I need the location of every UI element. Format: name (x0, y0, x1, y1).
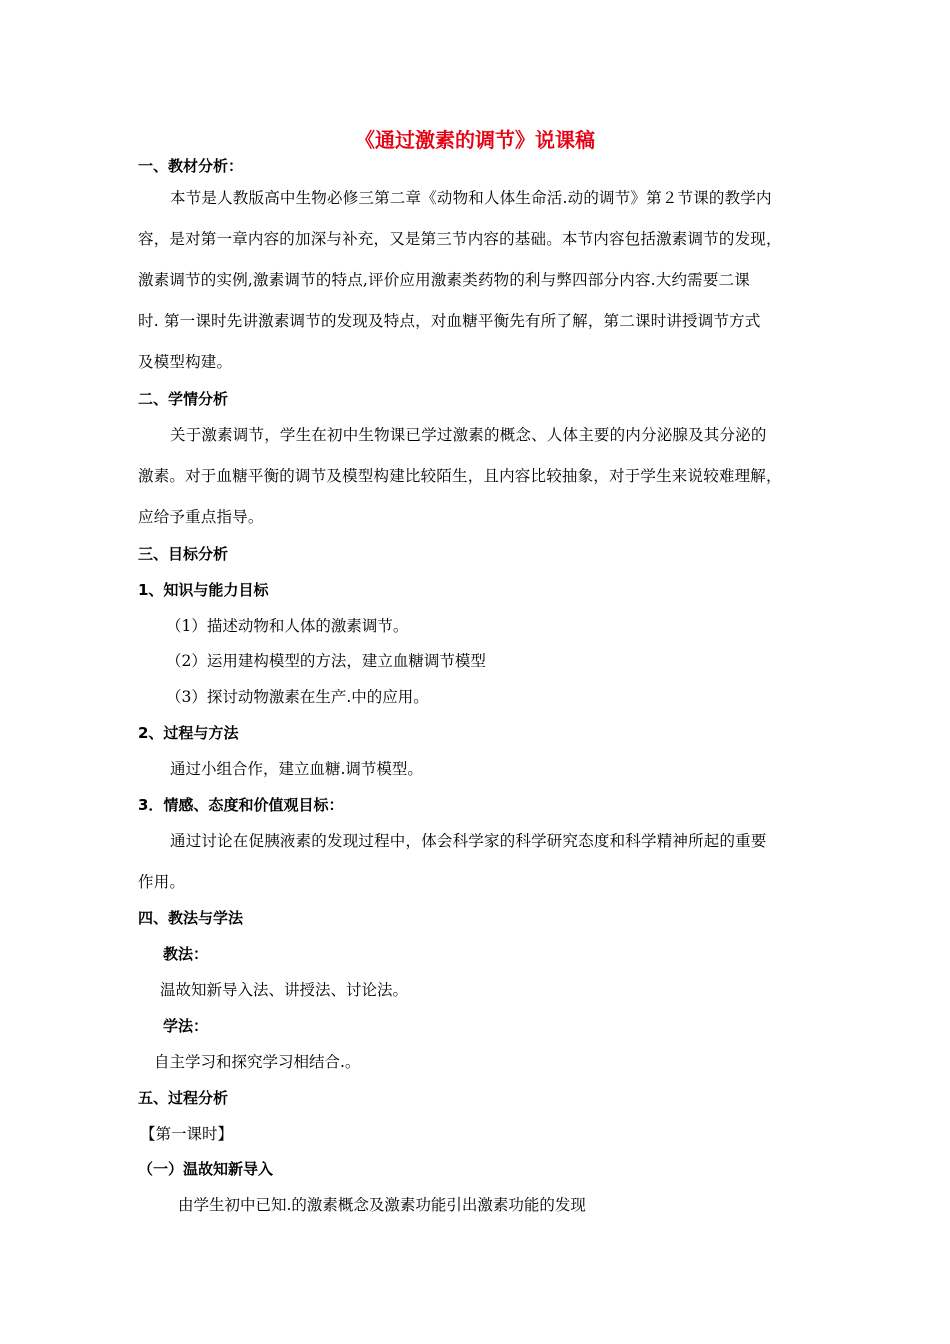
paragraph-line: 关于激素调节，学生在初中生物课已学过激素的概念、人体主要的内分泌腺及其分泌的 (170, 426, 767, 444)
section-heading-textbook: 一、教材分析： (138, 157, 244, 175)
section-heading-process: 五、过程分析 (138, 1089, 229, 1107)
paragraph-line: 激素调节的实例,激素调节的特点,评价应用激素类药物的利与弊四部分内容.大约需要二课 (138, 271, 750, 289)
subsection-heading: （一）温故知新导入 (138, 1160, 274, 1178)
section-heading-students: 二、学情分析 (138, 390, 229, 408)
section-heading-methods: 四、教法与学法 (138, 909, 244, 927)
paragraph-line: 由学生初中已知.的激素概念及激素功能引出激素功能的发现 (178, 1196, 586, 1214)
subsection-heading: 3．情感、态度和价值观目标： (138, 796, 344, 814)
paragraph-line: 本节是人教版高中生物必修三第二章《动物和人体生命活.动的调节》第２节课的教学内 (170, 189, 772, 207)
section-heading-goals: 三、目标分析 (138, 545, 229, 563)
paragraph-line: 激素。对于血糖平衡的调节及模型构建比较陌生，且内容比较抽象，对于学生来说较难理解， (138, 467, 782, 485)
list-item: （3）探讨动物激素在生产.中的应用。 (166, 688, 429, 706)
paragraph-line: 温故知新导入法、讲授法、讨论法。 (160, 981, 409, 999)
list-item: （1）描述动物和人体的激素调节。 (166, 617, 409, 635)
lesson-label: 【第一课时】 (140, 1125, 234, 1143)
paragraph-line: 作用。 (138, 873, 186, 891)
subsection-heading: 2、过程与方法 (138, 724, 239, 742)
paragraph-line: 应给予重点指导。 (138, 508, 264, 526)
paragraph-line: 时. 第一课时先讲激素调节的发现及特点，对血糖平衡先有所了解，第二课时讲授调节方式 (138, 312, 761, 330)
list-item: （2）运用建构模型的方法，建立血糖调节模型 (166, 652, 486, 670)
subsection-heading: 1、知识与能力目标 (138, 581, 269, 599)
paragraph-line: 通过小组合作，建立血糖.调节模型。 (170, 760, 423, 778)
document-title: 《通过激素的调节》说课稿 (355, 128, 595, 152)
label-teaching-method: 教法： (163, 945, 209, 963)
paragraph-line: 容，是对第一章内容的加深与补充，又是第三节内容的基础。本节内容包括激素调节的发现， (138, 230, 782, 248)
paragraph-line: 自主学习和探究学习相结合.。 (154, 1053, 361, 1071)
label-learning-method: 学法： (163, 1017, 209, 1035)
paragraph-line: 通过讨论在促胰液素的发现过程中，体会科学家的科学研究态度和科学精神所起的重要 (170, 832, 767, 850)
paragraph-line: 及模型构建。 (138, 353, 233, 371)
